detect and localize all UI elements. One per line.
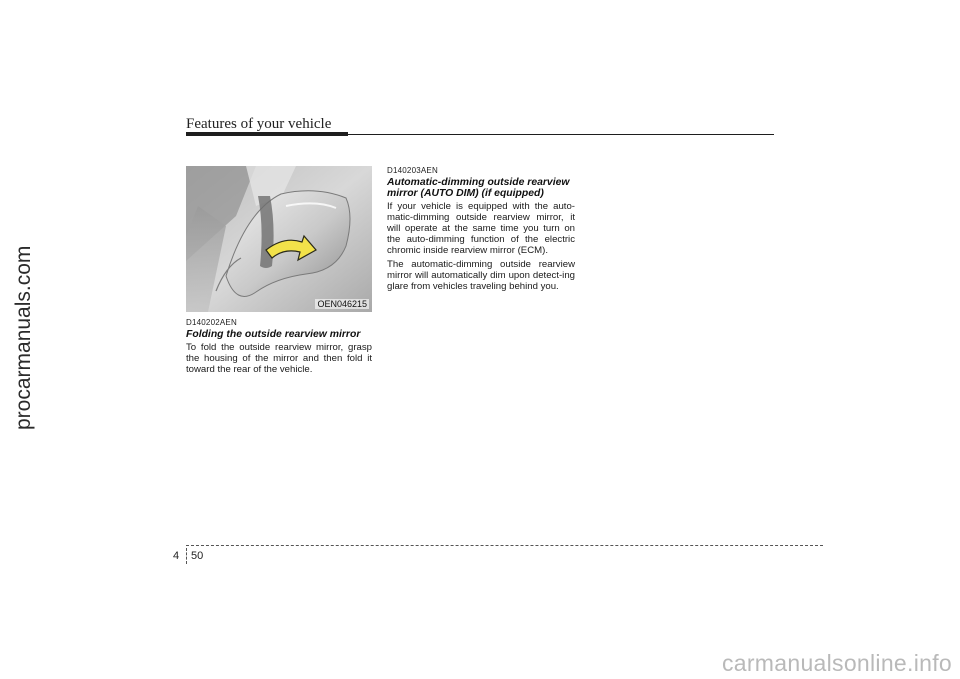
section-paragraph: To fold the outside rearview mirror, grasp the housing of the mirror and then fold it toward the rear of the vehicle. [186,342,372,375]
header-rule [348,134,774,135]
section-paragraph: The automatic-dimming outside rearview mirror will automatically dim upon detect-ing glare from vehicles traveling behind you. [387,259,575,292]
page-number: 50 [191,550,204,562]
section-paragraph: If your vehicle is equipped with the auto-matic-dimming outside rearview mirror, it will operate at the same time you turn on the auto-dimming function of the electric chromic inside rearview mirror (ECM). [387,201,575,256]
page-header-title: Features of your vehicle [186,116,332,132]
section-heading: Automatic-dimming outside rearview mirror (AUTO DIM) (if equipped) [387,177,570,199]
bottom-watermark: carmanualsonline.info [721,650,952,676]
footer-divider [186,548,187,564]
section-heading: Folding the outside rearview mirror [186,329,361,340]
side-watermark-text: procarmanuals.com [12,245,35,430]
chapter-number: 4 [173,550,180,562]
figure-code: OEN046215 [317,299,367,309]
right-column [387,166,575,295]
mirror-drawing [186,166,372,312]
section-code: D140203AEN [387,166,438,175]
footer-rule [186,545,823,546]
header-accent-bar [186,132,348,136]
mirror-illustration [186,166,372,312]
section-code: D140202AEN [186,318,237,327]
left-column [186,318,372,378]
